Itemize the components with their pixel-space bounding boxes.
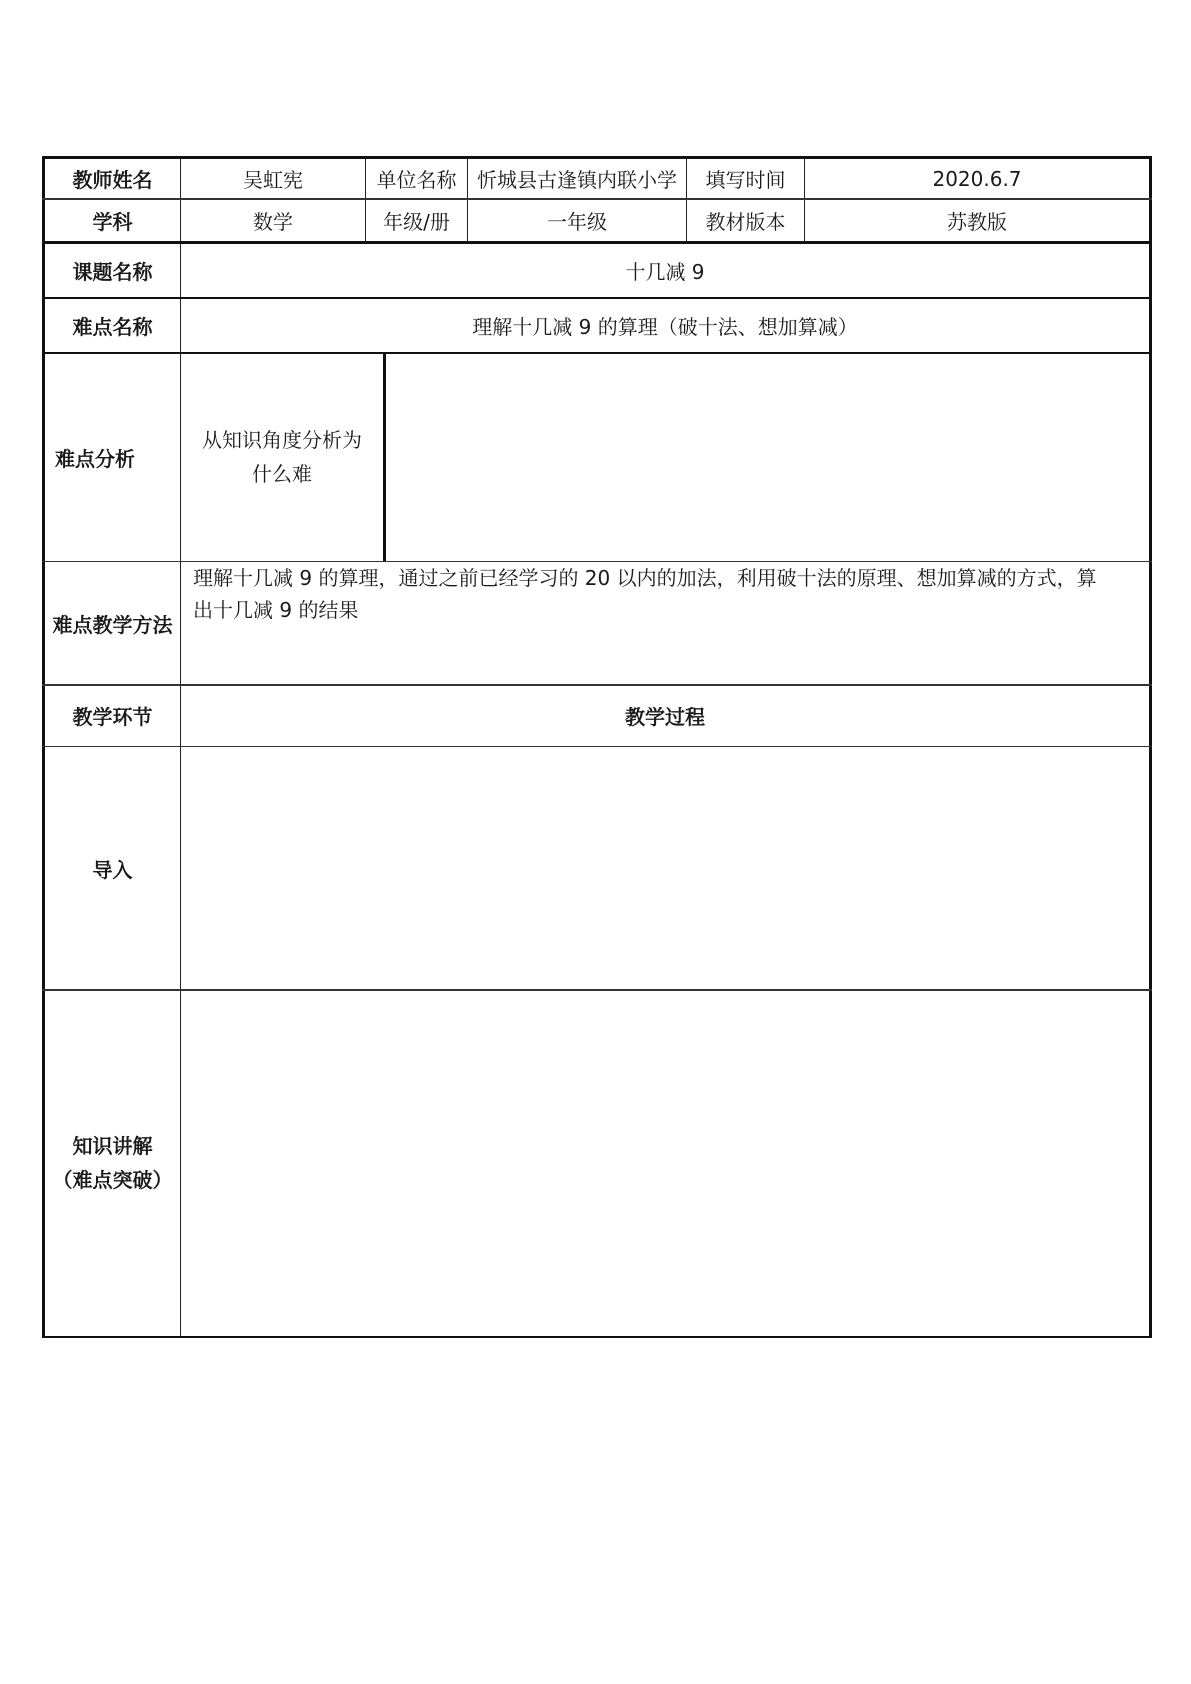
difficulty-row <box>42 299 1152 352</box>
unit-name-value: 忻城县古逢镇内联小学 <box>468 159 687 198</box>
fill-date-value: 2020.6.7 <box>805 159 1152 198</box>
method-value-line1: 理解十几减 9 的算理，通过之前已经学习的 20 以内的加法，利用破十法的原理、想加算减的方式，算 <box>193 566 1097 590</box>
subject-label: 学科 <box>42 200 181 241</box>
process-header-row <box>42 686 1152 746</box>
subject-value: 数学 <box>181 200 366 241</box>
intro-row <box>42 747 1152 989</box>
difficulty-value: 理解十几减 9 的算理（破十法、想加算减） <box>181 299 1152 352</box>
analysis-sub-label <box>181 354 386 561</box>
fill-date-label: 填写时间 <box>687 159 805 198</box>
analysis-sub-label-line1: 从知识角度分析为 <box>202 428 362 452</box>
knowledge-label-line1: 知识讲解 <box>72 1134 153 1158</box>
grade-label: 年级/册 <box>366 200 468 241</box>
intro-label: 导入 <box>42 747 181 989</box>
teacher-name-label: 教师姓名 <box>42 159 181 198</box>
grade-value: 一年级 <box>468 200 687 241</box>
method-row <box>42 562 1152 684</box>
subject-info-row <box>42 200 1152 241</box>
topic-label: 课题名称 <box>42 244 181 297</box>
teacher-info-row <box>42 159 1152 198</box>
knowledge-row <box>42 991 1152 1336</box>
knowledge-value <box>181 991 1152 1336</box>
knowledge-label <box>42 991 181 1336</box>
method-value <box>181 562 1152 684</box>
teaching-process-label: 教学过程 <box>181 686 1152 746</box>
edition-value: 苏教版 <box>805 200 1152 241</box>
difficulty-label: 难点名称 <box>42 299 181 352</box>
knowledge-label-line2: （难点突破） <box>52 1168 173 1192</box>
topic-row <box>42 244 1152 297</box>
analysis-sub-label-line2: 什么难 <box>252 462 312 486</box>
intro-value <box>181 747 1152 989</box>
lesson-plan-form <box>42 156 1152 1338</box>
method-value-line2: 出十几减 9 的结果 <box>193 598 359 622</box>
teaching-stage-label: 教学环节 <box>42 686 181 746</box>
edition-label: 教材版本 <box>687 200 805 241</box>
table-border-bottom <box>42 1336 1152 1338</box>
topic-value: 十几减 9 <box>181 244 1152 297</box>
analysis-label: 难点分析 <box>42 354 181 561</box>
unit-name-label: 单位名称 <box>366 159 468 198</box>
analysis-value <box>386 354 1152 561</box>
method-label: 难点教学方法 <box>42 562 181 684</box>
teacher-name-value: 吴虹宪 <box>181 159 366 198</box>
analysis-row <box>42 354 1152 561</box>
